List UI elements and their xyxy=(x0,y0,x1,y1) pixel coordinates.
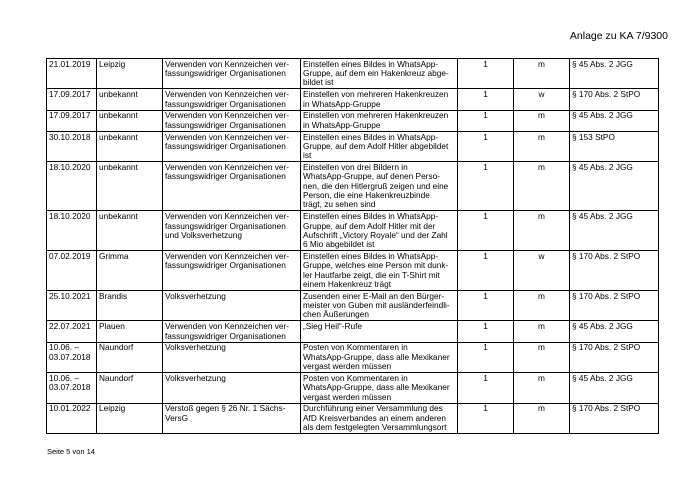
table-row xyxy=(47,162,659,211)
count-cell: 1 xyxy=(458,211,514,251)
table-row xyxy=(47,373,659,403)
offense-cell: Verwenden von Kennzeichen ver- fassungswidriger Organisationen xyxy=(163,251,301,291)
statute-cell: § 170 Abs. 2 StPO xyxy=(570,403,659,433)
statute-cell: § 45 Abs. 2 JGG xyxy=(570,59,659,89)
date-cell: 07.02.2019 xyxy=(47,251,97,291)
place-cell: Brandis xyxy=(97,290,163,320)
table-row xyxy=(47,131,659,161)
date-cell: 17.09.2017 xyxy=(47,89,97,110)
table-row xyxy=(47,110,659,131)
description-cell: Posten von Kommentaren in WhatsApp-Gruppe, dass alle Mexikaner vergast werden müssen xyxy=(301,342,458,372)
statute-cell: § 170 Abs. 2 StPO xyxy=(570,89,659,110)
statute-cell: § 153 StPO xyxy=(570,131,659,161)
place-cell: Naundorf xyxy=(97,373,163,403)
count-cell: 1 xyxy=(458,251,514,291)
count-cell: 1 xyxy=(458,403,514,433)
description-cell: Einstellen eines Bildes in WhatsApp- Gruppe, auf dem ein Hakenkreuz abge- bildet ist xyxy=(301,59,458,89)
description-cell: Einstellen von mehreren Hakenkreuzen in WhatsApp-Gruppe xyxy=(301,110,458,131)
place-cell: unbekannt xyxy=(97,162,163,211)
count-cell: 1 xyxy=(458,373,514,403)
document-reference: Anlage zu KA 7/9300 xyxy=(569,30,668,42)
table-row xyxy=(47,342,659,372)
statute-cell: § 45 Abs. 2 JGG xyxy=(570,211,659,251)
date-cell: 25.10.2021 xyxy=(47,290,97,320)
count-cell: 1 xyxy=(458,89,514,110)
statute-cell: § 170 Abs. 2 StPO xyxy=(570,251,659,291)
place-cell: unbekannt xyxy=(97,211,163,251)
place-cell: Leipzig xyxy=(97,59,163,89)
offense-cell: Verwenden von Kennzeichen ver- fassungswidriger Organisationen xyxy=(163,89,301,110)
gender-cell: m xyxy=(514,342,570,372)
date-cell: 10.06. – 03.07.2018 xyxy=(47,342,97,372)
statute-cell: § 170 Abs. 2 StPO xyxy=(570,290,659,320)
statute-cell: § 45 Abs. 2 JGG xyxy=(570,373,659,403)
date-cell: 10.01.2022 xyxy=(47,403,97,433)
date-cell: 10.06. – 03.07.2018 xyxy=(47,373,97,403)
offense-cell: Volksverhetzung xyxy=(163,290,301,320)
gender-cell: m xyxy=(514,59,570,89)
count-cell: 1 xyxy=(458,321,514,342)
table-row xyxy=(47,59,659,89)
gender-cell: m xyxy=(514,373,570,403)
statute-cell: § 45 Abs. 2 JGG xyxy=(570,321,659,342)
offense-cell: Verwenden von Kennzeichen ver- fassungswidriger Organisationen xyxy=(163,131,301,161)
description-cell: „Sieg Heil“-Rufe xyxy=(301,321,458,342)
count-cell: 1 xyxy=(458,59,514,89)
place-cell: unbekannt xyxy=(97,110,163,131)
description-cell: Einstellen von drei Bildern in WhatsApp-Gruppe, auf denen Perso- nen, die den Hitlergruß zeigen und eine Person, die eine Hakenkreuzbinde trägt, zu sehen sind xyxy=(301,162,458,211)
gender-cell: m xyxy=(514,162,570,211)
table-row xyxy=(47,403,659,433)
place-cell: Grimma xyxy=(97,251,163,291)
description-cell: Einstellen eines Bildes in WhatsApp- Gruppe, auf dem Adolf Hitler abgebildet ist xyxy=(301,131,458,161)
case-table xyxy=(46,58,659,434)
gender-cell: w xyxy=(514,89,570,110)
date-cell: 22.07.2021 xyxy=(47,321,97,342)
place-cell: unbekannt xyxy=(97,89,163,110)
place-cell: unbekannt xyxy=(97,131,163,161)
count-cell: 1 xyxy=(458,110,514,131)
offense-cell: Volksverhetzung xyxy=(163,373,301,403)
offense-cell: Verwenden von Kennzeichen ver- fassungswidriger Organisationen xyxy=(163,162,301,211)
description-cell: Durchführung einer Versammlung des AfD Kreisverbandes an einem anderen als dem festgelegten Versammlungsort xyxy=(301,403,458,433)
count-cell: 1 xyxy=(458,162,514,211)
table-row xyxy=(47,290,659,320)
date-cell: 21.01.2019 xyxy=(47,59,97,89)
statute-cell: § 45 Abs. 2 JGG xyxy=(570,110,659,131)
offense-cell: Volksverhetzung xyxy=(163,342,301,372)
table-row xyxy=(47,89,659,110)
description-cell: Einstellen eines Bildes in WhatsApp- Gruppe, auf dem Adolf Hitler mit der Aufschrift „Victory Royale“ und der Zahl 6 Mio abgebildet ist xyxy=(301,211,458,251)
offense-cell: Verwenden von Kennzeichen ver- fassungswidriger Organisationen xyxy=(163,321,301,342)
table-row xyxy=(47,251,659,291)
gender-cell: m xyxy=(514,110,570,131)
date-cell: 17.09.2017 xyxy=(47,110,97,131)
offense-cell: Verwenden von Kennzeichen ver- fassungswidriger Organisationen xyxy=(163,59,301,89)
offense-cell: Verstoß gegen § 26 Nr. 1 Sächs- VersG xyxy=(163,403,301,433)
place-cell: Leipzig xyxy=(97,403,163,433)
gender-cell: m xyxy=(514,290,570,320)
statute-cell: § 170 Abs. 2 StPO xyxy=(570,342,659,372)
table-row xyxy=(47,211,659,251)
gender-cell: m xyxy=(514,403,570,433)
gender-cell: w xyxy=(514,251,570,291)
description-cell: Einstellen von mehreren Hakenkreuzen in WhatsApp-Gruppe xyxy=(301,89,458,110)
count-cell: 1 xyxy=(458,290,514,320)
gender-cell: m xyxy=(514,321,570,342)
table-row xyxy=(47,321,659,342)
offense-cell: Verwenden von Kennzeichen ver- fassungswidriger Organisationen xyxy=(163,110,301,131)
place-cell: Plauen xyxy=(97,321,163,342)
gender-cell: m xyxy=(514,131,570,161)
count-cell: 1 xyxy=(458,131,514,161)
count-cell: 1 xyxy=(458,342,514,372)
place-cell: Naundorf xyxy=(97,342,163,372)
description-cell: Zusenden einer E-Mail an den Bürger- meister von Guben mit ausländerfeindli- chen Äußerungen xyxy=(301,290,458,320)
statute-cell: § 45 Abs. 2 JGG xyxy=(570,162,659,211)
description-cell: Einstellen eines Bildes in WhatsApp- Gruppe, welches eine Person mit dunk- ler Hautfarbe zeigt, die ein T-Shirt mit einem Hakenkreuz trägt xyxy=(301,251,458,291)
offense-cell: Verwenden von Kennzeichen ver- fassungswidriger Organisationen und Volksverhetzung xyxy=(163,211,301,251)
page-number: Seite 5 von 14 xyxy=(47,447,95,456)
date-cell: 30.10.2018 xyxy=(47,131,97,161)
gender-cell: m xyxy=(514,211,570,251)
date-cell: 18.10.2020 xyxy=(47,211,97,251)
description-cell: Posten von Kommentaren in WhatsApp-Gruppe, dass alle Mexikaner vergast werden müssen xyxy=(301,373,458,403)
date-cell: 18.10.2020 xyxy=(47,162,97,211)
